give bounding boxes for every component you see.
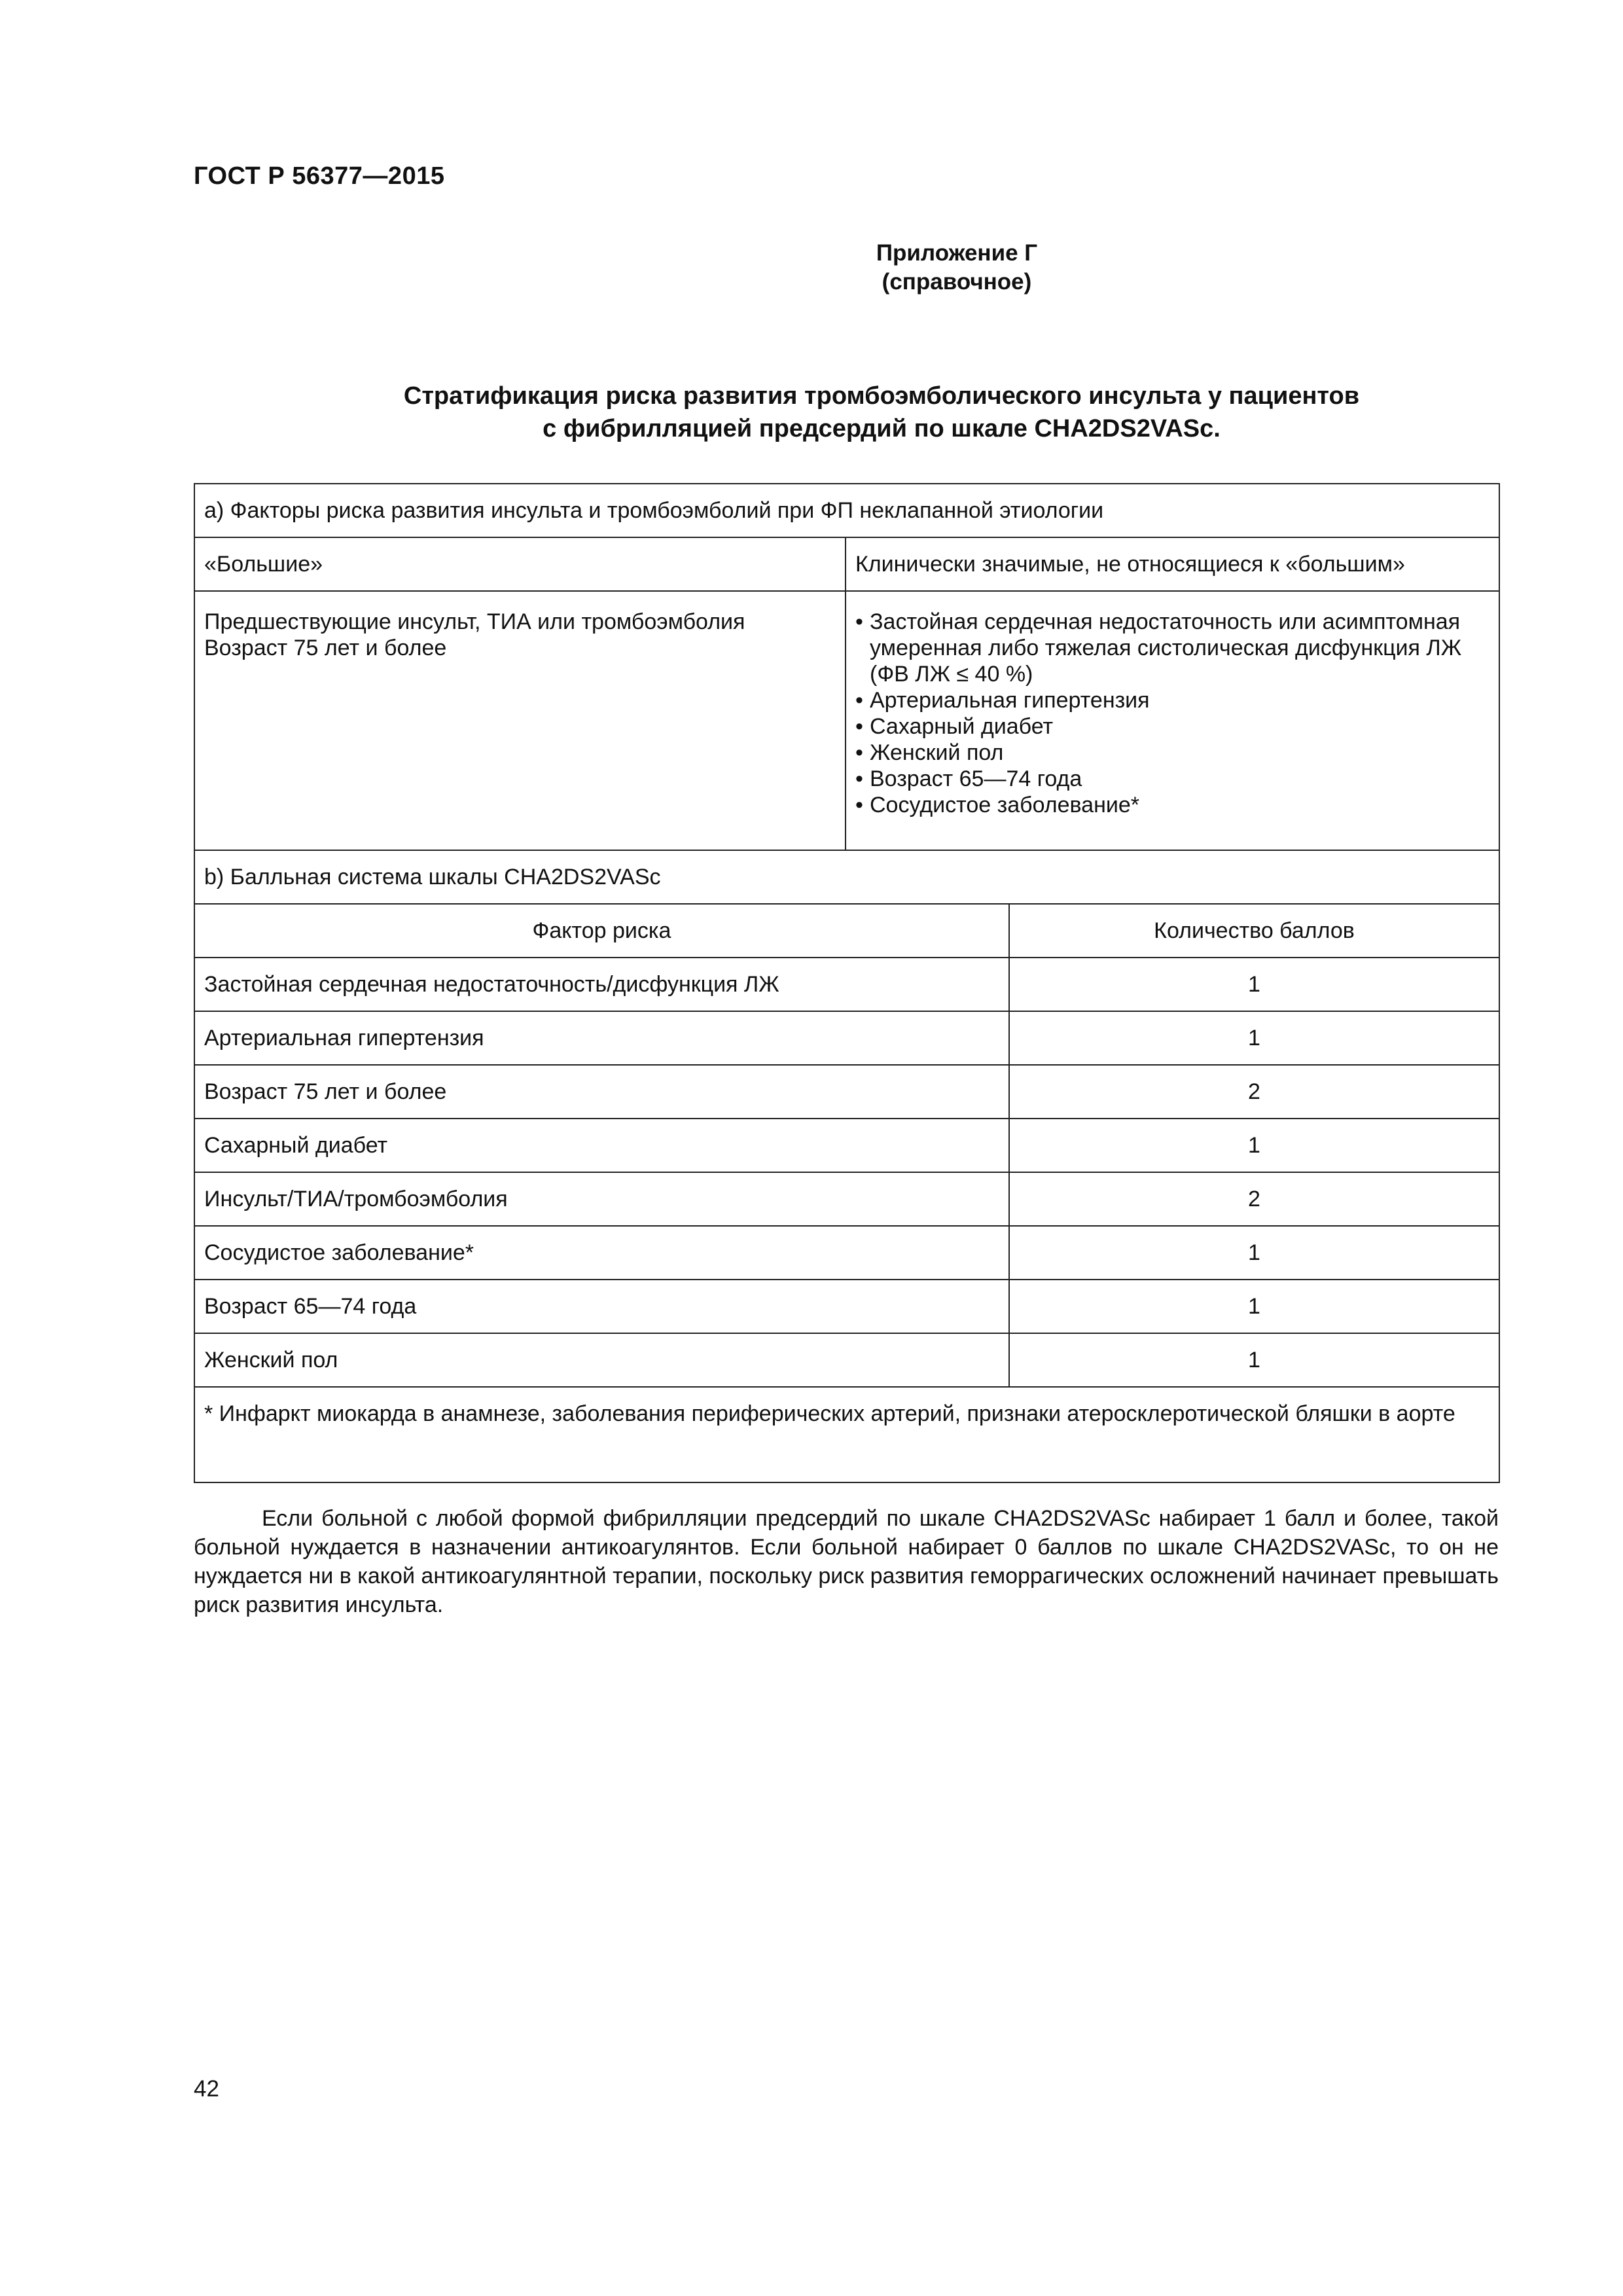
- section-a-row: [194, 484, 1499, 537]
- points-cell: 1: [1009, 1011, 1499, 1065]
- factor-column-header: Фактор риска: [194, 904, 1009, 958]
- document-code: ГОСТ Р 56377—2015: [194, 162, 445, 190]
- points-column-header: Количество баллов: [1009, 904, 1499, 958]
- minor-item: • Возраст 65—74 года: [855, 766, 1489, 792]
- factor-cell: Артериальная гипертензия: [194, 1011, 1009, 1065]
- annex-title: Приложение Г: [876, 240, 1038, 266]
- risk-table-container: [194, 483, 1499, 1483]
- risk-factors-table: [194, 483, 1500, 1483]
- minor-item: • Женский пол: [855, 740, 1489, 766]
- factor-cell: Возраст 75 лет и более: [194, 1065, 1009, 1119]
- points-cell: 1: [1009, 1119, 1499, 1172]
- table-row: [194, 1119, 1499, 1172]
- factor-cell: Возраст 65—74 года: [194, 1280, 1009, 1333]
- title-line-2: с фибрилляцией предсердий по шкале CHA2DS2VASc.: [543, 415, 1221, 442]
- points-cell: 1: [1009, 958, 1499, 1011]
- table-row: [194, 1065, 1499, 1119]
- factor-cell: Инсульт/ТИА/тромбоэмболия: [194, 1172, 1009, 1226]
- annex-subtitle: (справочное): [882, 269, 1032, 295]
- points-cell: 2: [1009, 1065, 1499, 1119]
- minor-header: Клинически значимые, не относящиеся к «большим»: [846, 537, 1499, 591]
- points-cell: 1: [1009, 1333, 1499, 1387]
- minor-item: • Сосудистое заболевание*: [855, 792, 1489, 818]
- factor-cell: Женский пол: [194, 1333, 1009, 1387]
- table-row: [194, 958, 1499, 1011]
- title-line-1: Стратификация риска развития тромбоэмболического инсульта у пациентов: [403, 382, 1360, 410]
- annex-heading: [194, 239, 1497, 296]
- factor-cell: Сосудистое заболевание*: [194, 1226, 1009, 1280]
- factor-cell: Застойная сердечная недостаточность/дисфункция ЛЖ: [194, 958, 1009, 1011]
- page-number: 42: [194, 2076, 219, 2102]
- table-row: [194, 1226, 1499, 1280]
- footnote-row: [194, 1387, 1499, 1482]
- points-cell: 1: [1009, 1280, 1499, 1333]
- score-header-row: [194, 904, 1499, 958]
- section-b-header: b) Балльная система шкалы CHA2DS2VASc: [194, 850, 1499, 904]
- major-items-cell: [194, 591, 846, 850]
- table-row: [194, 1011, 1499, 1065]
- minor-item: • Сахарный диабет: [855, 713, 1489, 740]
- category-items-row: [194, 591, 1499, 850]
- minor-items-cell: [846, 591, 1499, 850]
- body-paragraph: Если больной с любой формой фибрилляции предсердий по шкале CHA2DS2VASc набирает 1 балл и более, такой больной нуждается в назначении антикоагулянтов. Если больной набирает 0 баллов по шкале CHA2DS2VASc, то он не нуждается ни в какой антикоагулянтной терапии, поскольку риск развития геморрагических осложнений начинает превышать риск развития инсульта.: [194, 1506, 1499, 1617]
- minor-item: • Артериальная гипертензия: [855, 687, 1489, 713]
- factor-cell: Сахарный диабет: [194, 1119, 1009, 1172]
- points-cell: 2: [1009, 1172, 1499, 1226]
- section-b-row: [194, 850, 1499, 904]
- section-a-header: а) Факторы риска развития инсульта и тромбоэмболий при ФП неклапанной этиологии: [194, 484, 1499, 537]
- table-row: [194, 1333, 1499, 1387]
- document-title: [194, 380, 1497, 445]
- minor-items-list: [855, 609, 1489, 818]
- footnote-cell: * Инфаркт миокарда в анамнезе, заболевания периферических артерий, признаки атеросклеротической бляшки в аорте: [194, 1387, 1499, 1482]
- table-row: [194, 1280, 1499, 1333]
- major-header: «Большие»: [194, 537, 846, 591]
- major-item: Предшествующие инсульт, ТИА или тромбоэмболия: [204, 609, 745, 634]
- minor-item: • Застойная сердечная недостаточность или асимптомная умеренная либо тяжелая систолическая дисфункция ЛЖ (ФВ ЛЖ ≤ 40 %): [855, 609, 1489, 687]
- table-row: [194, 1172, 1499, 1226]
- points-cell: 1: [1009, 1226, 1499, 1280]
- major-item: Возраст 75 лет и более: [204, 636, 447, 660]
- category-header-row: [194, 537, 1499, 591]
